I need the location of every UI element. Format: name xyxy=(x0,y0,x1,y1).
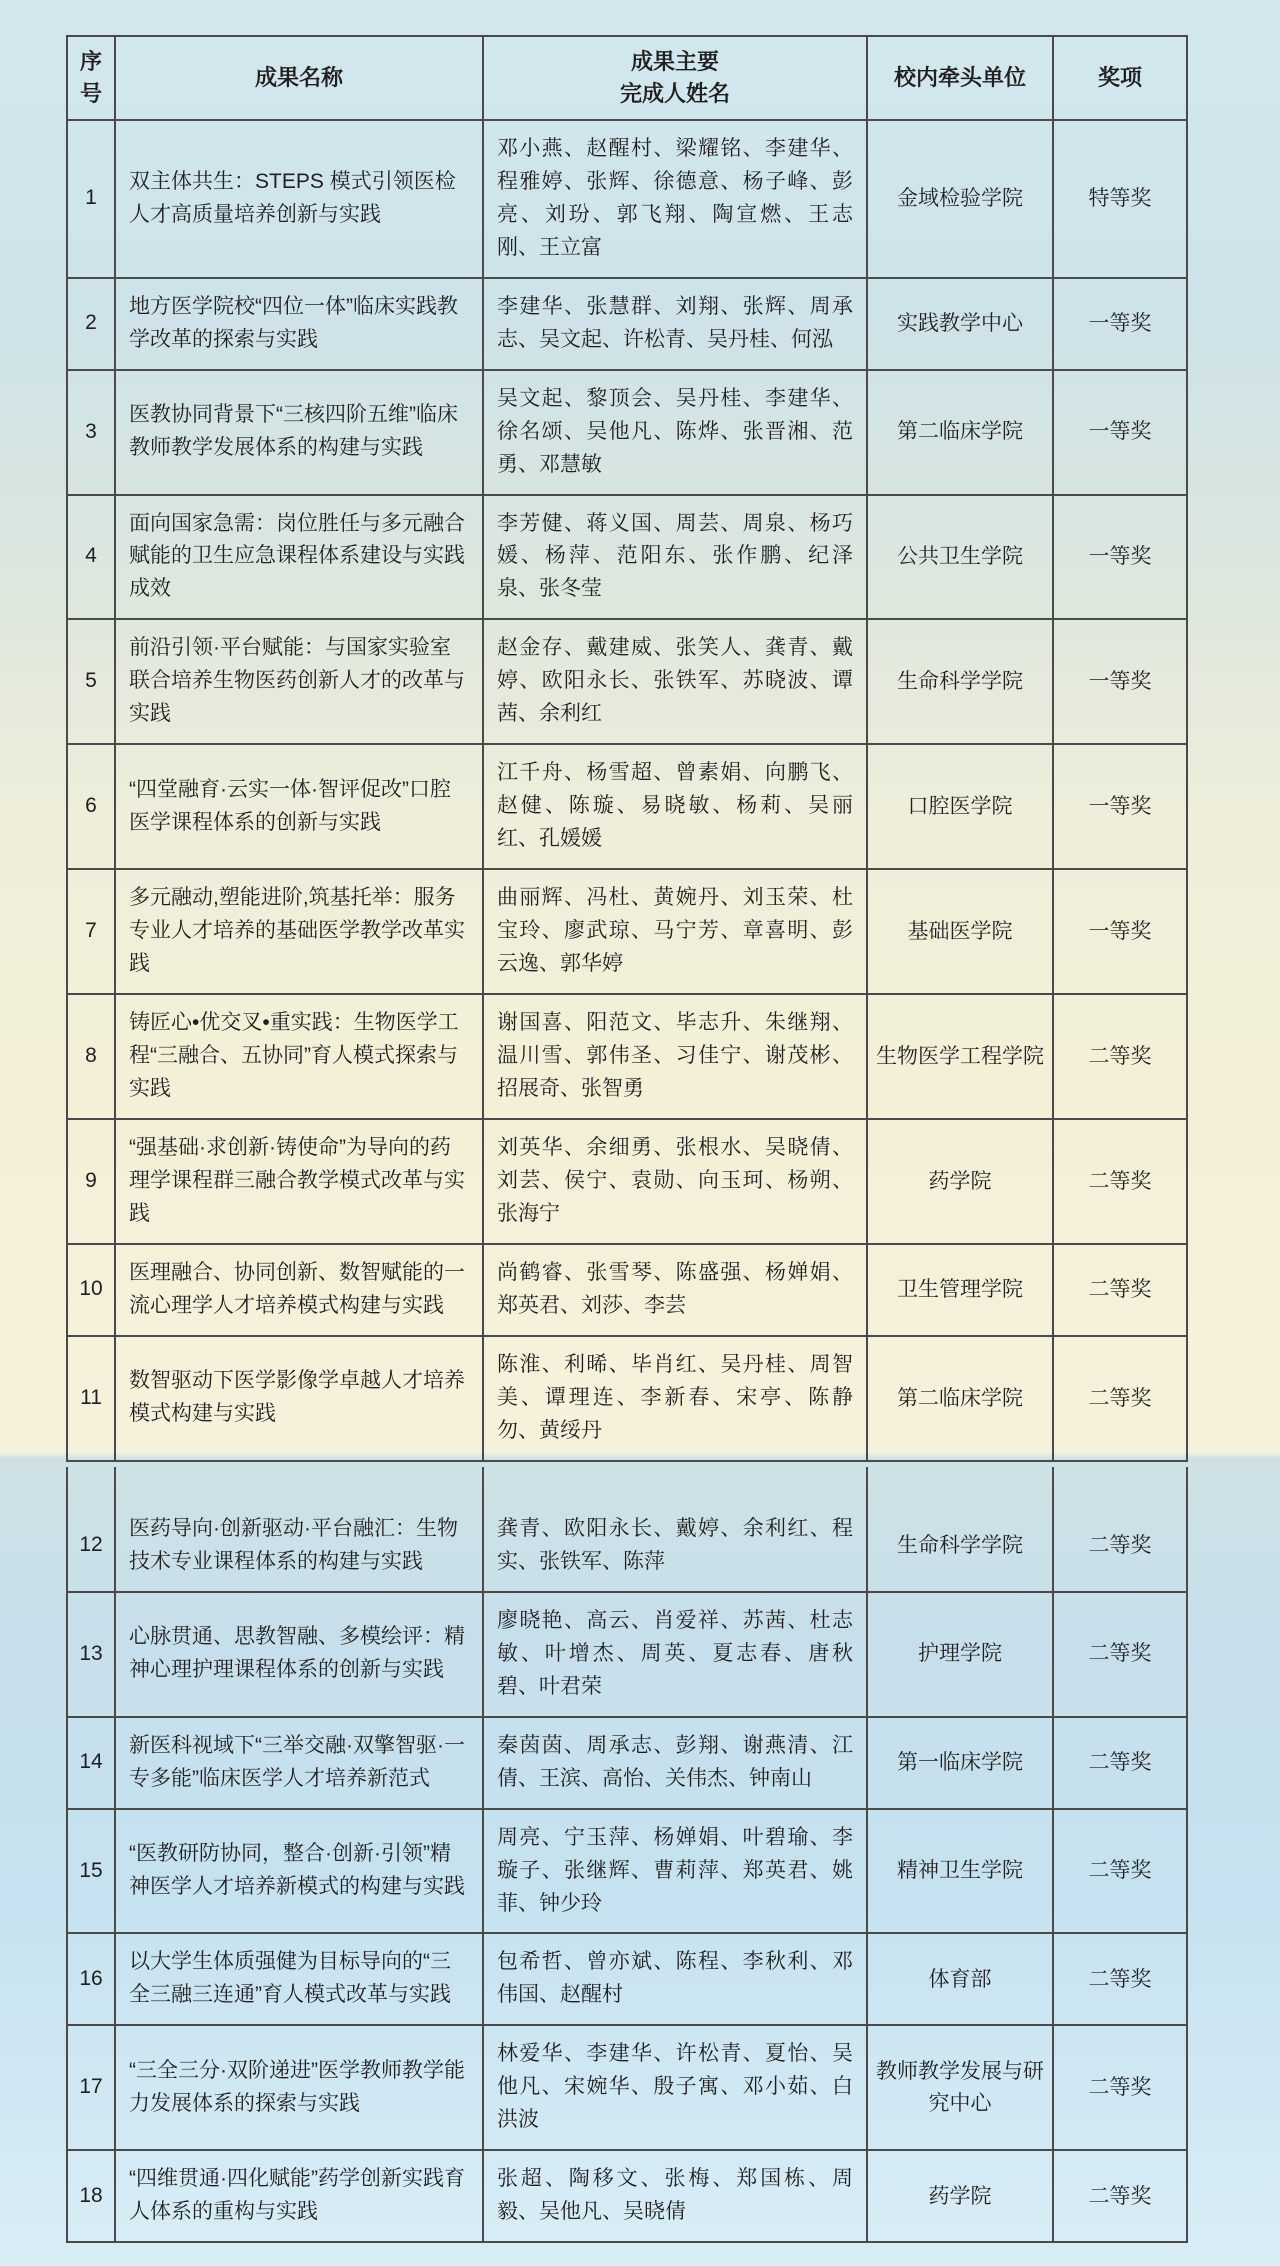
cell-leading-unit: 体育部 xyxy=(867,1933,1053,2025)
cell-contributors: 林爱华、李建华、许松青、夏怡、吴他凡、宋婉华、殷子寓、邓小茹、白洪波 xyxy=(483,2025,867,2150)
table-row xyxy=(67,278,1187,370)
cell-row-number: 13 xyxy=(67,1592,115,1717)
cell-achievement-name: 面向国家急需：岗位胜任与多元融合赋能的卫生应急课程体系建设与实践成效 xyxy=(115,495,483,620)
header-cell-name xyxy=(115,36,483,120)
cell-row-number: 18 xyxy=(67,2150,115,2242)
cell-contributors: 吴文起、黎顶会、吴丹桂、李建华、徐名颂、吴他凡、陈烨、张晋湘、范勇、邓慧敏 xyxy=(483,370,867,495)
cell-contributors: 谢国喜、阳范文、毕志升、朱继翔、温川雪、郭伟圣、习佳宁、谢茂彬、招展奇、张智勇 xyxy=(483,994,867,1119)
table-row xyxy=(67,2025,1187,2150)
cell-row-number: 3 xyxy=(67,370,115,495)
cell-row-number: 4 xyxy=(67,495,115,620)
cell-row-number: 5 xyxy=(67,619,115,744)
cell-leading-unit: 口腔医学院 xyxy=(867,744,1053,869)
table-row xyxy=(67,1336,1187,1461)
cell-achievement-name: 多元融动,塑能进阶,筑基托举：服务专业人才培养的基础医学教学改革实践 xyxy=(115,869,483,994)
cell-contributors: 尚鹤睿、张雪琴、陈盛强、杨婵娟、郑英君、刘莎、李芸 xyxy=(483,1244,867,1336)
cell-award: 二等奖 xyxy=(1053,2025,1187,2150)
cell-row-number: 12 xyxy=(67,1467,115,1592)
cell-row-number: 8 xyxy=(67,994,115,1119)
header-cell-index xyxy=(67,36,115,120)
cell-contributors: 赵金存、戴建威、张笑人、龚青、戴婷、欧阳永长、张铁军、苏晓波、谭茜、余利红 xyxy=(483,619,867,744)
cell-award: 二等奖 xyxy=(1053,1467,1187,1592)
cell-award: 一等奖 xyxy=(1053,370,1187,495)
header-contributors-label-line2: 完成人姓名 xyxy=(619,80,730,106)
table-row xyxy=(67,744,1187,869)
cell-achievement-name: 前沿引领·平台赋能：与国家实验室联合培养生物医药创新人才的改革与实践 xyxy=(115,619,483,744)
cell-leading-unit: 精神卫生学院 xyxy=(867,1809,1053,1934)
cell-contributors: 李建华、张慧群、刘翔、张辉、周承志、吴文起、许松青、吴丹桂、何泓 xyxy=(483,278,867,370)
cell-achievement-name: 以大学生体质强健为目标导向的“三全三融三连通”育人模式改革与实践 xyxy=(115,1933,483,2025)
table-header-row xyxy=(67,36,1187,120)
cell-award: 二等奖 xyxy=(1053,1717,1187,1809)
table-row xyxy=(67,2150,1187,2242)
cell-leading-unit: 生命科学学院 xyxy=(867,1467,1053,1592)
cell-achievement-name: “三全三分·双阶递进”医学教师教学能力发展体系的探索与实践 xyxy=(115,2025,483,2150)
cell-achievement-name: “医教研防协同，整合·创新·引领”精神医学人才培养新模式的构建与实践 xyxy=(115,1809,483,1934)
cell-row-number: 16 xyxy=(67,1933,115,2025)
header-cell-contributors xyxy=(483,36,867,120)
table-row xyxy=(67,619,1187,744)
cell-award: 二等奖 xyxy=(1053,1592,1187,1717)
table-row xyxy=(67,370,1187,495)
cell-award: 二等奖 xyxy=(1053,1809,1187,1934)
cell-award: 一等奖 xyxy=(1053,744,1187,869)
cell-contributors: 曲丽辉、冯杜、黄婉丹、刘玉荣、杜宝玲、廖武琼、马宁芳、章喜明、彭云逸、郭华婷 xyxy=(483,869,867,994)
cell-row-number: 6 xyxy=(67,744,115,869)
cell-leading-unit: 实践教学中心 xyxy=(867,278,1053,370)
cell-row-number: 9 xyxy=(67,1119,115,1244)
cell-contributors: 龚青、欧阳永长、戴婷、余利红、程实、张铁军、陈萍 xyxy=(483,1467,867,1592)
cell-achievement-name: 数智驱动下医学影像学卓越人才培养模式构建与实践 xyxy=(115,1336,483,1461)
table-row xyxy=(67,1717,1187,1809)
cell-award: 二等奖 xyxy=(1053,1244,1187,1336)
cell-achievement-name: “四堂融育·云实一体·智评促改”口腔医学课程体系的创新与实践 xyxy=(115,744,483,869)
cell-leading-unit: 生命科学学院 xyxy=(867,619,1053,744)
cell-leading-unit: 药学院 xyxy=(867,2150,1053,2242)
cell-row-number: 10 xyxy=(67,1244,115,1336)
table-row xyxy=(67,994,1187,1119)
cell-leading-unit: 生物医学工程学院 xyxy=(867,994,1053,1119)
cell-achievement-name: 双主体共生：STEPS 模式引领医检人才高质量培养创新与实践 xyxy=(115,120,483,278)
cell-leading-unit: 第二临床学院 xyxy=(867,370,1053,495)
header-cell-award xyxy=(1053,36,1187,120)
cell-achievement-name: “四维贯通·四化赋能”药学创新实践育人体系的重构与实践 xyxy=(115,2150,483,2242)
cell-achievement-name: 医药导向·创新驱动·平台融汇：生物技术专业课程体系的构建与实践 xyxy=(115,1467,483,1592)
cell-achievement-name: 心脉贯通、思教智融、多模绘评：精神心理护理课程体系的创新与实践 xyxy=(115,1592,483,1717)
cell-contributors: 陈淮、利晞、毕肖红、吴丹桂、周智美、谭理连、李新春、宋亭、陈静勿、黄绥丹 xyxy=(483,1336,867,1461)
awards-table-section-2 xyxy=(66,1467,1188,2243)
cell-leading-unit: 卫生管理学院 xyxy=(867,1244,1053,1336)
cell-achievement-name: 医教协同背景下“三核四阶五维”临床教师教学发展体系的构建与实践 xyxy=(115,370,483,495)
cell-row-number: 15 xyxy=(67,1809,115,1934)
cell-award: 二等奖 xyxy=(1053,1119,1187,1244)
header-contributors-label-line1: 成果主要 xyxy=(630,49,719,74)
cell-award: 二等奖 xyxy=(1053,2150,1187,2242)
cell-leading-unit: 教师教学发展与研究中心 xyxy=(867,2025,1053,2150)
cell-achievement-name: 医理融合、协同创新、数智赋能的一流心理学人才培养模式构建与实践 xyxy=(115,1244,483,1336)
cell-achievement-name: 地方医学院校“四位一体”临床实践教学改革的探索与实践 xyxy=(115,278,483,370)
cell-row-number: 7 xyxy=(67,869,115,994)
table-row xyxy=(67,1467,1187,1592)
cell-award: 二等奖 xyxy=(1053,994,1187,1119)
cell-award: 一等奖 xyxy=(1053,869,1187,994)
table-row xyxy=(67,495,1187,620)
cell-award: 二等奖 xyxy=(1053,1336,1187,1461)
table-row xyxy=(67,120,1187,278)
cell-contributors: 江千舟、杨雪超、曾素娟、向鹏飞、赵健、陈璇、易晓敏、杨莉、吴丽红、孔媛媛 xyxy=(483,744,867,869)
cell-award: 一等奖 xyxy=(1053,619,1187,744)
header-unit-label: 校内牵头单位 xyxy=(893,64,1026,90)
cell-contributors: 包希哲、曾亦斌、陈程、李秋利、邓伟国、赵醒村 xyxy=(483,1933,867,2025)
cell-row-number: 17 xyxy=(67,2025,115,2150)
cell-contributors: 李芳健、蒋义国、周芸、周泉、杨巧媛、杨萍、范阳东、张作鹏、纪泽泉、张冬莹 xyxy=(483,495,867,620)
table-row xyxy=(67,1244,1187,1336)
table-row xyxy=(67,869,1187,994)
table-row xyxy=(67,1809,1187,1934)
cell-achievement-name: 铸匠心•优交叉•重实践：生物医学工程“三融合、五协同”育人模式探索与实践 xyxy=(115,994,483,1119)
header-index-label: 序号 xyxy=(80,49,103,106)
cell-contributors: 周亮、宁玉萍、杨婵娟、叶碧瑜、李璇子、张继辉、曹莉萍、郑英君、姚菲、钟少玲 xyxy=(483,1809,867,1934)
cell-award: 一等奖 xyxy=(1053,278,1187,370)
cell-achievement-name: “强基础·求创新·铸使命”为导向的药理学课程群三融合教学模式改革与实践 xyxy=(115,1119,483,1244)
cell-award: 一等奖 xyxy=(1053,495,1187,620)
cell-leading-unit: 药学院 xyxy=(867,1119,1053,1244)
cell-contributors: 廖晓艳、高云、肖爱祥、苏茜、杜志敏、叶增杰、周英、夏志春、唐秋碧、叶君荣 xyxy=(483,1592,867,1717)
awards-table-section-1 xyxy=(66,35,1188,1462)
cell-award: 二等奖 xyxy=(1053,1933,1187,2025)
cell-contributors: 刘英华、余细勇、张根水、吴晓倩、刘芸、侯宁、袁勋、向玉珂、杨朔、张海宁 xyxy=(483,1119,867,1244)
cell-row-number: 1 xyxy=(67,120,115,278)
cell-award: 特等奖 xyxy=(1053,120,1187,278)
header-name-label: 成果名称 xyxy=(254,64,343,90)
cell-row-number: 2 xyxy=(67,278,115,370)
table-row xyxy=(67,1933,1187,2025)
cell-leading-unit: 公共卫生学院 xyxy=(867,495,1053,620)
table-row xyxy=(67,1119,1187,1244)
cell-leading-unit: 基础医学院 xyxy=(867,869,1053,994)
cell-contributors: 张超、陶移文、张梅、郑国栋、周毅、吴他凡、吴晓倩 xyxy=(483,2150,867,2242)
cell-contributors: 邓小燕、赵醒村、梁耀铭、李建华、程雅婷、张辉、徐德意、杨子峰、彭亮、刘玢、郭飞翔、陶宣燃、王志刚、王立富 xyxy=(483,120,867,278)
cell-leading-unit: 金域检验学院 xyxy=(867,120,1053,278)
cell-leading-unit: 护理学院 xyxy=(867,1592,1053,1717)
cell-achievement-name: 新医科视域下“三举交融·双擎智驱·一专多能”临床医学人才培养新范式 xyxy=(115,1717,483,1809)
cell-leading-unit: 第二临床学院 xyxy=(867,1336,1053,1461)
cell-row-number: 11 xyxy=(67,1336,115,1461)
header-cell-unit xyxy=(867,36,1053,120)
header-award-label: 奖项 xyxy=(1097,64,1142,90)
cell-leading-unit: 第一临床学院 xyxy=(867,1717,1053,1809)
cell-row-number: 14 xyxy=(67,1717,115,1809)
cell-contributors: 秦茵茵、周承志、彭翔、谢燕清、江倩、王滨、高怡、关伟杰、钟南山 xyxy=(483,1717,867,1809)
table-row xyxy=(67,1592,1187,1717)
